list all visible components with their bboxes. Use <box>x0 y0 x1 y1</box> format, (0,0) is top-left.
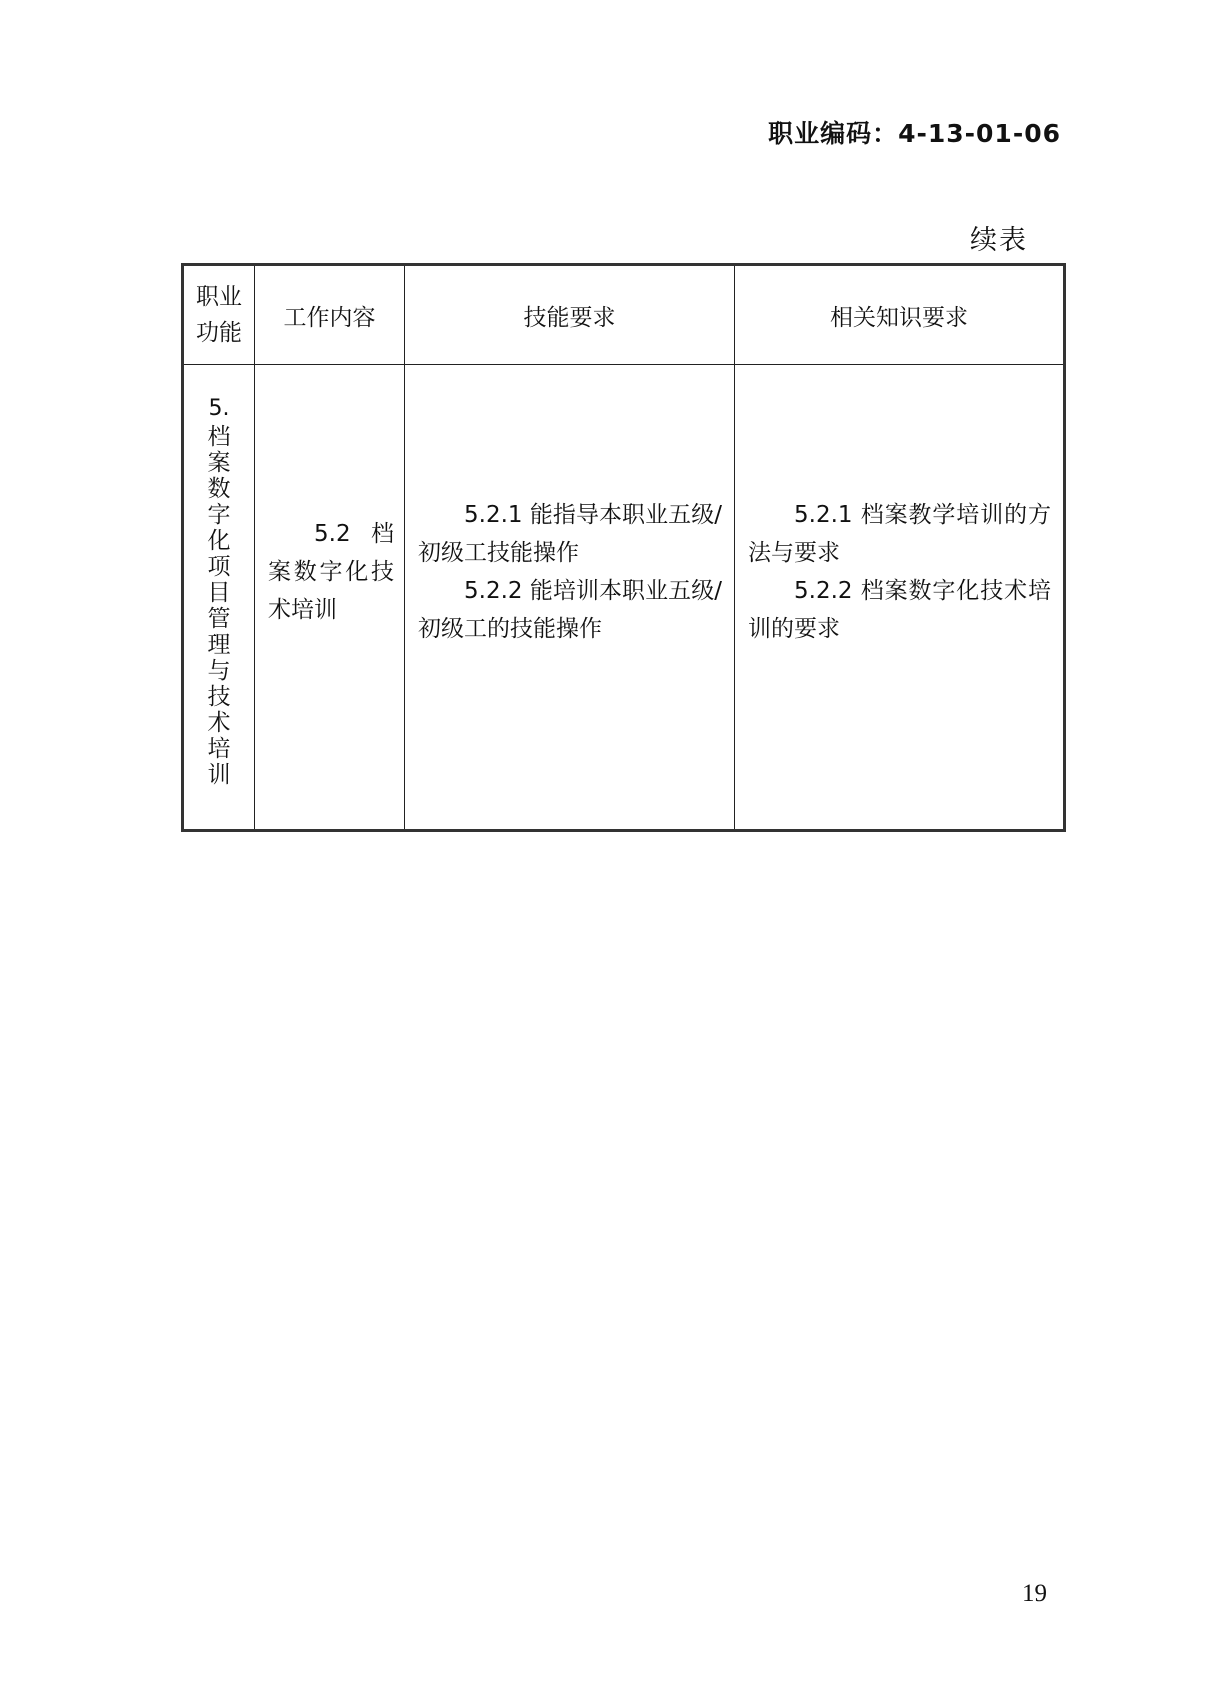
work-content-text: 5.2 档案数字化技术培训 <box>268 521 394 623</box>
header-function-line1: 职业 <box>196 284 242 310</box>
function-number: 5. <box>208 396 230 421</box>
knowledge-item: 5.2.2 档案数字化技术培训的要求 <box>748 578 1051 642</box>
header-function <box>183 265 255 365</box>
work-content-cell <box>255 365 405 831</box>
knowledge-requirements-cell <box>735 365 1065 831</box>
header-work-content: 工作内容 <box>255 265 405 365</box>
occupation-code: 职业编码：4-13-01-06 <box>768 119 1061 148</box>
page-number: 19 <box>1022 1580 1047 1607</box>
function-title: 档案数字化项目管理与技术培训 <box>207 424 231 788</box>
table-row <box>183 365 1065 831</box>
header-function-line2: 功能 <box>196 320 242 346</box>
function-cell <box>183 365 255 831</box>
continued-table-label: 续表 <box>970 225 1028 256</box>
header-knowledge-requirements: 相关知识要求 <box>735 265 1065 365</box>
skill-item: 5.2.1 能指导本职业五级/初级工技能操作 <box>418 502 722 566</box>
table-header-row <box>183 265 1065 365</box>
skill-item: 5.2.2 能培训本职业五级/初级工的技能操作 <box>418 578 722 642</box>
knowledge-item: 5.2.1 档案教学培训的方法与要求 <box>748 502 1051 566</box>
skill-standard-table <box>181 263 1066 832</box>
skill-requirements-cell <box>405 365 735 831</box>
header-skill-requirements: 技能要求 <box>405 265 735 365</box>
